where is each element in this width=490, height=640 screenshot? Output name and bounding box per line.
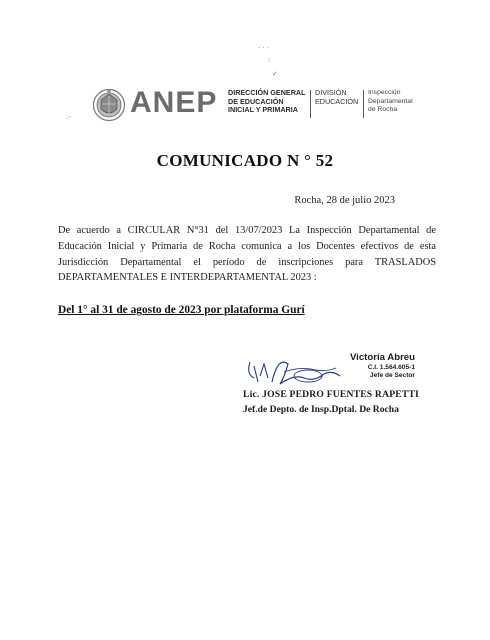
org-line: DIRECCIÓN GENERAL [228, 88, 306, 97]
official-stamp [335, 352, 415, 380]
letterhead [92, 84, 432, 124]
division-name [315, 89, 361, 107]
org-line: INICIAL Y PRIMARIA [228, 105, 298, 115]
registration-period: Del 1° al 31 de agosto de 2023 por plataforma Gurí [58, 304, 305, 316]
stamp-role: Jefe de Sector [369, 372, 415, 379]
divider [310, 90, 311, 118]
signer-title: Jef.de Depto. de Insp.Dptal. De Rocha [243, 404, 399, 415]
inspection-line: de Rocha [368, 106, 398, 114]
divider [363, 90, 364, 118]
seal-icon [92, 88, 126, 122]
inspection-line: Inspección [368, 89, 401, 96]
stamp-id: C.I. 1.564.605-1 [367, 364, 415, 371]
document-title: COMUNICADO N ° 52 [156, 151, 334, 170]
scan-mark: .- [66, 113, 71, 121]
inspection-name [368, 89, 428, 115]
signer-name: Lic. JOSE PEDRO FUENTES RAPETTI [243, 389, 419, 400]
stamp-name: Victoria Abreu [349, 352, 415, 363]
inspection-line: Departamental [368, 97, 413, 105]
scan-mark: : [268, 56, 271, 64]
document-date: Rocha, 28 de julio 2023 [294, 195, 395, 206]
division-line: DIVISIÓN [315, 88, 347, 97]
division-line: EDUCACIÓN [315, 96, 359, 106]
scan-mark: · · · [258, 44, 270, 52]
body-paragraph: De acuerdo a CIRCULAR N°31 del 13/07/2023 La Inspección Departamental de Educación Inicial y Primaria de Rocha comunica a los Docentes efectivos de esta Jurisdicción Departamental el período de inscripciones para TRASLADOS DEPARTAMENTALES E INTERDEPARTAMENTAL 2023 : [58, 225, 436, 284]
organization-name [228, 89, 308, 115]
anep-logo: ANEP [130, 86, 218, 119]
org-line: DE EDUCACIÓN [228, 96, 284, 106]
scan-mark: ✓ [272, 70, 278, 78]
